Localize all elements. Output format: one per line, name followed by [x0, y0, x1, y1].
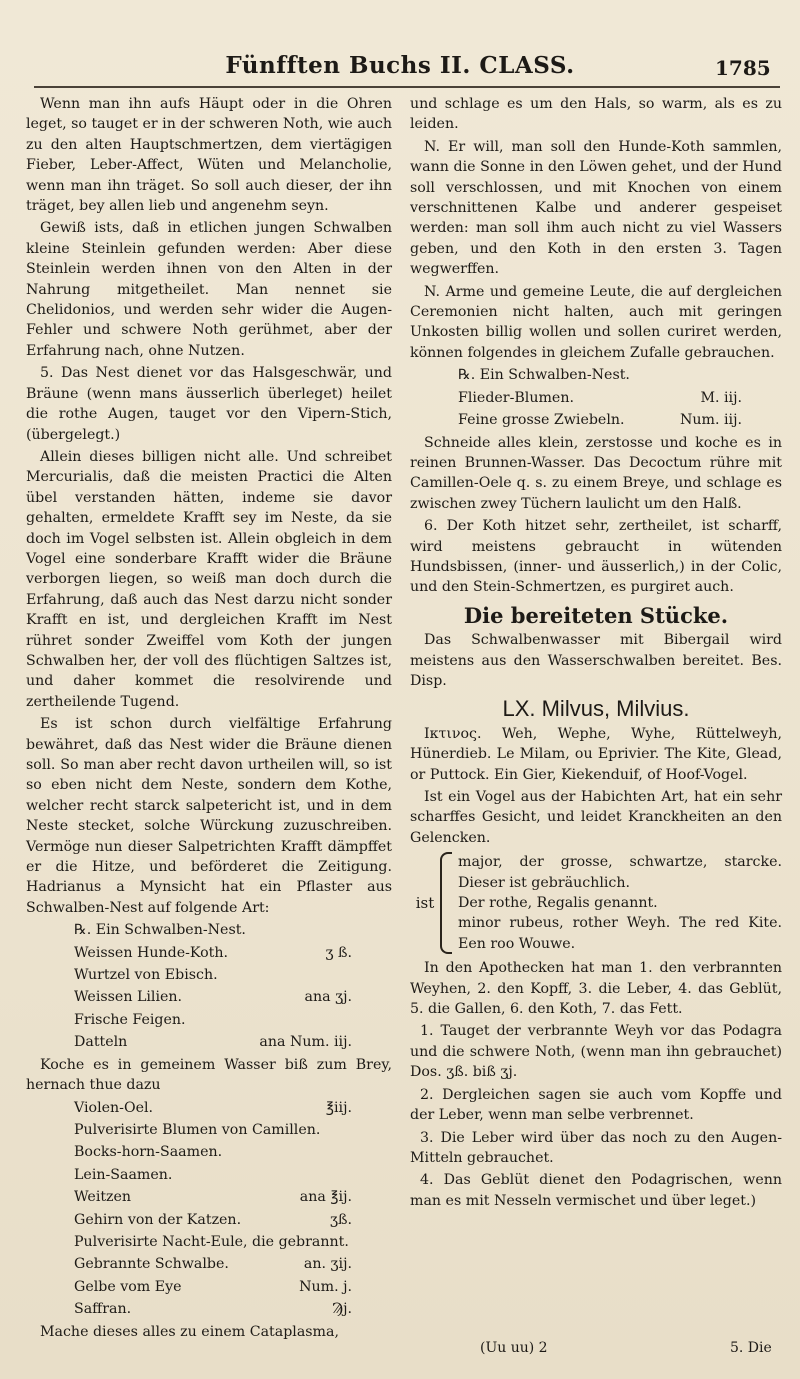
- list-item: 4. Das Geblüt dienet den Podagrischen, wenn man es mit Nesseln vermischet und über leget.): [410, 1172, 782, 1209]
- recipe-item: Pulverisirte Nacht-Eule, die gebrannt.: [74, 1233, 349, 1250]
- header-rule: [34, 86, 780, 88]
- recipe-list: [410, 365, 782, 430]
- numbered-list: [410, 1021, 782, 1211]
- list-item: 2. Dergleichen sagen sie auch vom Kopffe und der Leber, wenn man selbe verbrennet.: [410, 1086, 782, 1124]
- paragraph: Ist ein Vogel aus der Habichten Art, hat ein sehr scharffes Gesicht, und leidet Kranckheiten an den Gelencken.: [410, 789, 782, 846]
- paragraph: Schneide alles klein, zerstosse und koche es in reinen Brunnen-Wasser. Das Decoctum rühre mit Camillen-Oele q. s. zu einem Breye, und schlage es zwischen zwey Tüchern laulicht um den Halß.: [410, 434, 782, 512]
- recipe-item: Feine grosse Zwiebeln. Num. iij.: [458, 412, 742, 429]
- recipe-item: Saffran. Ϡj.: [74, 1301, 352, 1318]
- recipe-item: Datteln ana Num. iij.: [74, 1034, 352, 1051]
- paragraph: N. Er will, man soll den Hunde-Koth sammlen, wann die Sonne in den Löwen gehet, und der Hund soll verschlossen, und mit Knochen von einem verschnittenen Kalbe und anderer gespeiset werden: man soll ihm auch nicht zu viel Wassers geben, und den Koth in den ersten 3. Tagen wegwerffen.: [410, 138, 782, 278]
- paragraph: und schlage es um den Hals, so warm, als es zu leiden.: [410, 96, 782, 133]
- paragraph: 5. Das Nest dienet vor das Halsgeschwär, und Bräune (wenn mans äusserlich überleget) heilet die rothe Augen, tauget vor den Vipern-Stich, (übergelegt.): [26, 365, 392, 443]
- section-heading: Die bereiteten Stücke.: [463, 602, 729, 628]
- species-brace: [410, 852, 782, 954]
- paragraph: Allein dieses billigen nicht alle. Und schreibet Mercurialis, daß die meisten Practici die Alten übel verstanden hätten, indeme sie davor gehalten, ermeldete Krafft sey im Neste, da sie doch im Vogel selbsten ist. Allein obgleich in dem Vogel eine sonderbare Krafft wider die Bräune verborgen liegen, so weiß man doch durch die Erfahrung, daß auch das Nest darzu nicht sonder Krafft en ist, und dergleichen Krafft im Nest rühret sonder Zweiffel vom Koth der jungen Schwalben her, der voll des flüchtigen Saltzes ist, und daher kommet die resolvirende und zertheilende Tugend.: [26, 448, 392, 710]
- recipe-item: Gebrannte Schwalbe. an. ʒij.: [74, 1256, 352, 1273]
- brace-rows: [458, 852, 782, 954]
- paragraph: Koche es in gemeinem Wasser biß zum Brey, hernach thue dazu: [26, 1056, 392, 1094]
- paragraph: Ικτινος. Weh, Wephe, Wyhe, Rüttelweyh, Hünerdieb. Le Milam, ou Eprivier. The Kite, Glead, or Puttock. Ein Gier, Kiekenduif, of Hoof-Vogel.: [410, 725, 782, 783]
- brace-row: Der rothe, Regalis genannt.: [458, 895, 658, 912]
- recipe-list: [26, 920, 392, 1052]
- paragraph: 6. Der Koth hitzet sehr, zertheilet, ist scharff, wird meistens gebraucht in wütenden Hundsbissen, (inner- und äusserlich,) in der Colic, und den Stein-Schmertzen, es purgiret auch.: [410, 518, 782, 596]
- recipe-item: Pulverisirte Blumen von Camillen.: [74, 1121, 321, 1138]
- catchword: 5. Die: [730, 1340, 772, 1356]
- list-item: 3. Die Leber wird über das noch zu den Augen-Mitteln gebrauchet.: [410, 1129, 782, 1166]
- chapter-heading: LX. Milvus, Milvius.: [502, 696, 690, 722]
- recipe-item: ℞. Ein Schwalben-Nest.: [74, 922, 246, 939]
- recipe-item: Weissen Lilien. ana ʒj.: [74, 989, 352, 1006]
- brace-label: ist: [415, 894, 435, 913]
- recipe-item: Frische Feigen.: [74, 1011, 186, 1028]
- recipe-item: Lein-Saamen.: [74, 1166, 173, 1183]
- recipe-item: Gelbe vom Eye Num. j.: [74, 1278, 352, 1295]
- left-column: [26, 94, 392, 1344]
- paragraph: Es ist schon durch vielfältige Erfahrung bewähret, daß das Nest wider die Bräune dienen soll. So man aber recht davon urtheilen will, so ist so eben nicht dem Neste, sondern dem Kothe, welcher recht starck salpetericht ist, und in dem Neste stecket, solche Würckung zuzuschreiben. Vermöge nun dieser Salpetrichten Krafft dämpffet er die Hitze, und beförderet die Zeitigung. Hadrianus a Mynsicht hat ein Pflaster aus Schwalben-Nest auf folgende Art:: [26, 716, 392, 916]
- page-number: 1785: [715, 56, 771, 80]
- recipe-item: Violen-Oel. ℥iij.: [74, 1099, 352, 1116]
- paragraph: Das Schwalbenwasser mit Bibergail wird meistens aus den Wasserschwalben bereitet. Bes. Disp.: [410, 632, 782, 689]
- running-title: Fünfften Buchs II. CLASS.: [225, 52, 575, 79]
- recipe-item: Weitzen ana ℥ij.: [74, 1189, 352, 1206]
- brace-row: minor rubeus, rother Weyh. The red Kite. Een roo Wouwe.: [458, 915, 782, 952]
- recipe-item: Bocks-horn-Saamen.: [74, 1144, 223, 1161]
- paragraph: Mache dieses alles zu einem Cataplasma,: [40, 1323, 339, 1340]
- recipe-item: Weissen Hunde-Koth. ʒ ß.: [74, 944, 352, 961]
- paragraph: Wenn man ihn aufs Häupt oder in die Ohren leget, so tauget er in der schweren Noth, wie auch zu den alten Hauptschmertzen, dem viertägigen Fieber, Leber-Affect, Wüten und Melancholie, wenn man ihn träget. So soll auch dieser, der ihn träget, bey allen lieb und angenehm seyn.: [26, 96, 392, 215]
- signature-mark: (Uu uu) 2: [480, 1340, 548, 1356]
- recipe-list: [26, 1098, 392, 1320]
- page-header: [0, 0, 800, 86]
- paragraph: N. Arme und gemeine Leute, die auf dergleichen Ceremonien nicht halten, auch mit geringen Unkosten billig wollen und sollen curiret werden, können folgendes in gleichem Zufalle gebrauchen.: [410, 283, 782, 361]
- recipe-item: Flieder-Blumen. M. iij.: [458, 389, 742, 406]
- brace-row: major, der grosse, schwartze, starcke. Dieser ist gebräuchlich.: [458, 854, 782, 891]
- paragraph: In den Apothecken hat man 1. den verbrannten Weyhen, 2. den Kopff, 3. die Leber, 4. das Geblüt, 5. die Gallen, 6. den Koth, 7. das Fett.: [410, 960, 782, 1018]
- list-item: 1. Tauget der verbrannte Weyh vor das Podagra und die schwere Noth, (wenn man ihn gebrauchet) Dos. ʒß. biß ʒj.: [410, 1023, 782, 1081]
- recipe-item: ℞. Ein Schwalben-Nest.: [458, 367, 630, 384]
- right-column: [410, 94, 782, 1213]
- recipe-item: Wurtzel von Ebisch.: [74, 967, 218, 984]
- paragraph: Gewiß ists, daß in etlichen jungen Schwalben kleine Steinlein gefunden werden: Aber diese Steinlein werden ihnen von den Alten in der Nahrung mitgetheilet. Man nennet sie Chelidonios, und werden sehr wider die Augen-Fehler und schwere Noth gerühmet, aber der Erfahrung nach, ohne Nutzen.: [26, 220, 392, 359]
- recipe-item: Gehirn von der Katzen. ʒß.: [74, 1211, 352, 1228]
- brace-bracket: [440, 852, 452, 954]
